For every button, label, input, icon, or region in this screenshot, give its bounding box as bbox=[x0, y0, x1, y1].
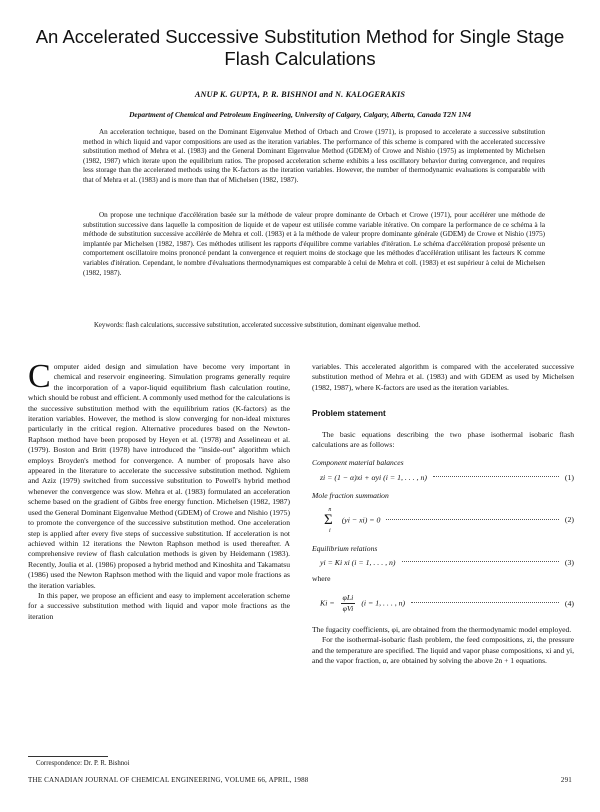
equation-1-body: zi = (1 − α)xi + αyi (i = 1, . . . , n) bbox=[320, 472, 427, 482]
equation-3 bbox=[320, 558, 574, 568]
equation-2-body bbox=[320, 505, 380, 536]
author-list: ANUP K. GUPTA, P. R. BISHNOI and N. KALOGERAKIS bbox=[194, 90, 406, 99]
equation-4-number: (4) bbox=[564, 598, 574, 608]
sum-upper-limit: n bbox=[328, 507, 332, 514]
paper-title: An Accelerated Successive Substitution Method for Single Stage Flash Calculations bbox=[35, 26, 565, 69]
equation-2-number: (2) bbox=[564, 515, 574, 525]
page-footer bbox=[28, 776, 572, 784]
right-column bbox=[312, 362, 574, 667]
affiliation: Department of Chemical and Petroleum Engineering, University of Calgary, Calgary, Alberta, Canada T2N 1N4 bbox=[129, 110, 471, 119]
leader-dots bbox=[411, 602, 559, 603]
equation-2 bbox=[320, 506, 574, 536]
left-column bbox=[28, 358, 290, 622]
abstract-french-text: On propose une technique d'accélération basée sur la méthode de valeur propre dominante de Orbach et Crowe (1971), pour accélérer une méthode de substitution successive dans laquelle la composition de liquide et de vapeur est utilisée comme variable itérative. On compare la performance de ce schéma à la méthode de substitution successive accélérée de Mehra et coll. (1983) et à la méthode de valeur propre dominante générale (GDEM) de Crowe et Nishio (1975) implantée par Michelsen (1982, 1987). Ces méthodes utilisent les rapports d'équilibre comme variables d'itération. Le schéma d'accélération proposé présente un comportement oscillatoire moins prononcé pendant la convergence et requiert moins de stockage que les méthodes d'accélération utilisant les facteurs K comme variables d'itération. Cependant, le nombre d'évaluations thermodynamiques est comparable à celui de Mehra et coll. (1983) et est supérieur à celui de Michelsen (1982, 1987). bbox=[83, 211, 545, 277]
final-paragraph: For the isothermal-isobaric flash problem, the feed compositions, zi, the pressure and the temperature are specified. The liquid and vapor phase compositions, xi and yi, and the vapor fraction, α, are obtained by solving the above 2n + 1 equations. bbox=[312, 635, 574, 666]
leader-dots bbox=[402, 561, 559, 562]
correspondence-footnote: Correspondence: Dr. P. R. Bishnoi bbox=[36, 760, 130, 767]
equation-1 bbox=[320, 473, 574, 483]
intro-text-1: omputer aided design and simulation have become very important in chemical and reservoir engineering. Simulation programs generally require the incorporation of a vapor-liquid equilibrium flash calculation routine, which should be robust and efficient. A commonly used method for the calculations is the successive substitution method with the equilibrium ratios (K-factors) as the iteration variables. However, the method is slow converging for non-ideal mixtures particularly in the critical region. Alternative procedures based on the Newton-Raphson method have been proposed by Heyen et al. (1978) and Asselineau et al. (1979). Boston and Britt (1978) have introduced the "inside-out" algorithm which employs Broyden's method for convergence. A number of proposals have also appeared in the literature to accelerate the successive substitution method. Nghiem and Aziz (1979) switched from successive substitution to Powell's hybrid method whenever the convergence was slow. Mehra et al. (1983) formulated an acceleration scheme based on the gradient of Gibbs free energy function. Michelsen (1982, 1987) used the General Dominant Eigenvalue Method (GDEM) of Crowe and Nishio (1975) to promote the convergence of the successive substitution method. One acceleration step is applied after every five steps of successive substitution. If acceleration is not achieved within 12 iterations the Newton Raphson method is used thereafter. A comprehensive review of flash calculation methods is given by Heidemann (1983). Recently, Joulia et al. (1986) proposed a hybrid method and Kinoshita and Takamatsu (1986) used the Newton Raphson method with the liquid and vapor mole fractions as the iteration variables. bbox=[28, 362, 290, 590]
where-label: where bbox=[312, 574, 331, 584]
drop-cap: C bbox=[28, 358, 51, 395]
leader-dots bbox=[433, 476, 559, 477]
continuation-paragraph: variables. This accelerated algorithm is compared with the accelerated successive substitution method of Mehra et al. (1983) and with GDEM as used by Michelsen (1982, 1987), where K-factors are used as the iteration variables. bbox=[312, 362, 574, 392]
subheading-material-balances: Component material balances bbox=[312, 458, 404, 468]
subheading-mole-fraction: Mole fraction summation bbox=[312, 491, 389, 501]
equation-4 bbox=[320, 589, 574, 619]
footnote-divider bbox=[28, 756, 108, 757]
keywords: Keywords: flash calculations, successive substitution, accelerated successive substitution, dominant eigenvalue method. bbox=[94, 322, 421, 329]
equation-3-body: yi = Ki xi (i = 1, . . . , n) bbox=[320, 558, 396, 568]
intro-paragraph-2: In this paper, we propose an efficient and easy to implement acceleration scheme for a successive substitution method with liquid and vapor mole fractions as the iteration bbox=[28, 590, 290, 621]
equation-3-number: (3) bbox=[564, 558, 574, 568]
page-number: 291 bbox=[560, 776, 572, 784]
fraction-numerator: φLi bbox=[341, 593, 356, 604]
equation-2-text: (yi − xi) = 0 bbox=[341, 515, 381, 525]
equation-1-number: (1) bbox=[564, 472, 574, 482]
intro-paragraph-1 bbox=[28, 358, 290, 591]
section-heading: Problem statement bbox=[312, 409, 386, 419]
abstract-english-text: An acceleration technique, based on the Dominant Eigenvalue Method of Orbach and Crowe (1971), is proposed to accelerate a successive substitution method in which liquid and vapor compositions are used as the iteration variables. The performance of this scheme is compared with the accelerated successive substitution method of Mehra et al. (1983) and the General Dominant Eigenvalue Method (GDEM) of Crowe and Nishio (1975) as implemented by Michelsen (1982, 1987) which iterate upon the equilibrium ratios. The proposed acceleration scheme exhibits a less oscillatory behavior during convergence, and requires less storage than the accelerated methods using the K-factors as the iteration variables. However, the number of thermodynamic evaluations is comparable with that of Mehra et al. (1983) and is more than that of Michelsen (1982, 1987). bbox=[83, 128, 545, 184]
equation-4-body bbox=[320, 593, 405, 615]
sigma-symbol: Σ bbox=[324, 512, 333, 529]
journal-citation: THE CANADIAN JOURNAL OF CHEMICAL ENGINEERING, VOLUME 66, APRIL, 1988 bbox=[28, 776, 309, 784]
sum-lower-index: i bbox=[329, 527, 331, 534]
section-intro: The basic equations describing the two phase isothermal isobaric flash calculations are as follows: bbox=[312, 429, 574, 450]
leader-dots bbox=[386, 519, 559, 520]
equation-4-rhs: (i = 1, . . . , n) bbox=[361, 598, 406, 608]
subheading-equilibrium: Equilibrium relations bbox=[312, 543, 378, 553]
fraction-denominator: φVi bbox=[342, 604, 354, 614]
summation-block bbox=[324, 505, 336, 536]
abstract-french bbox=[83, 211, 545, 278]
fugacity-paragraph: The fugacity coefficients, φi, are obtained from the thermodynamic model employed. bbox=[312, 624, 572, 634]
fraction bbox=[341, 593, 356, 615]
equation-4-lhs: Ki = bbox=[320, 598, 335, 608]
abstract-english bbox=[83, 128, 545, 186]
